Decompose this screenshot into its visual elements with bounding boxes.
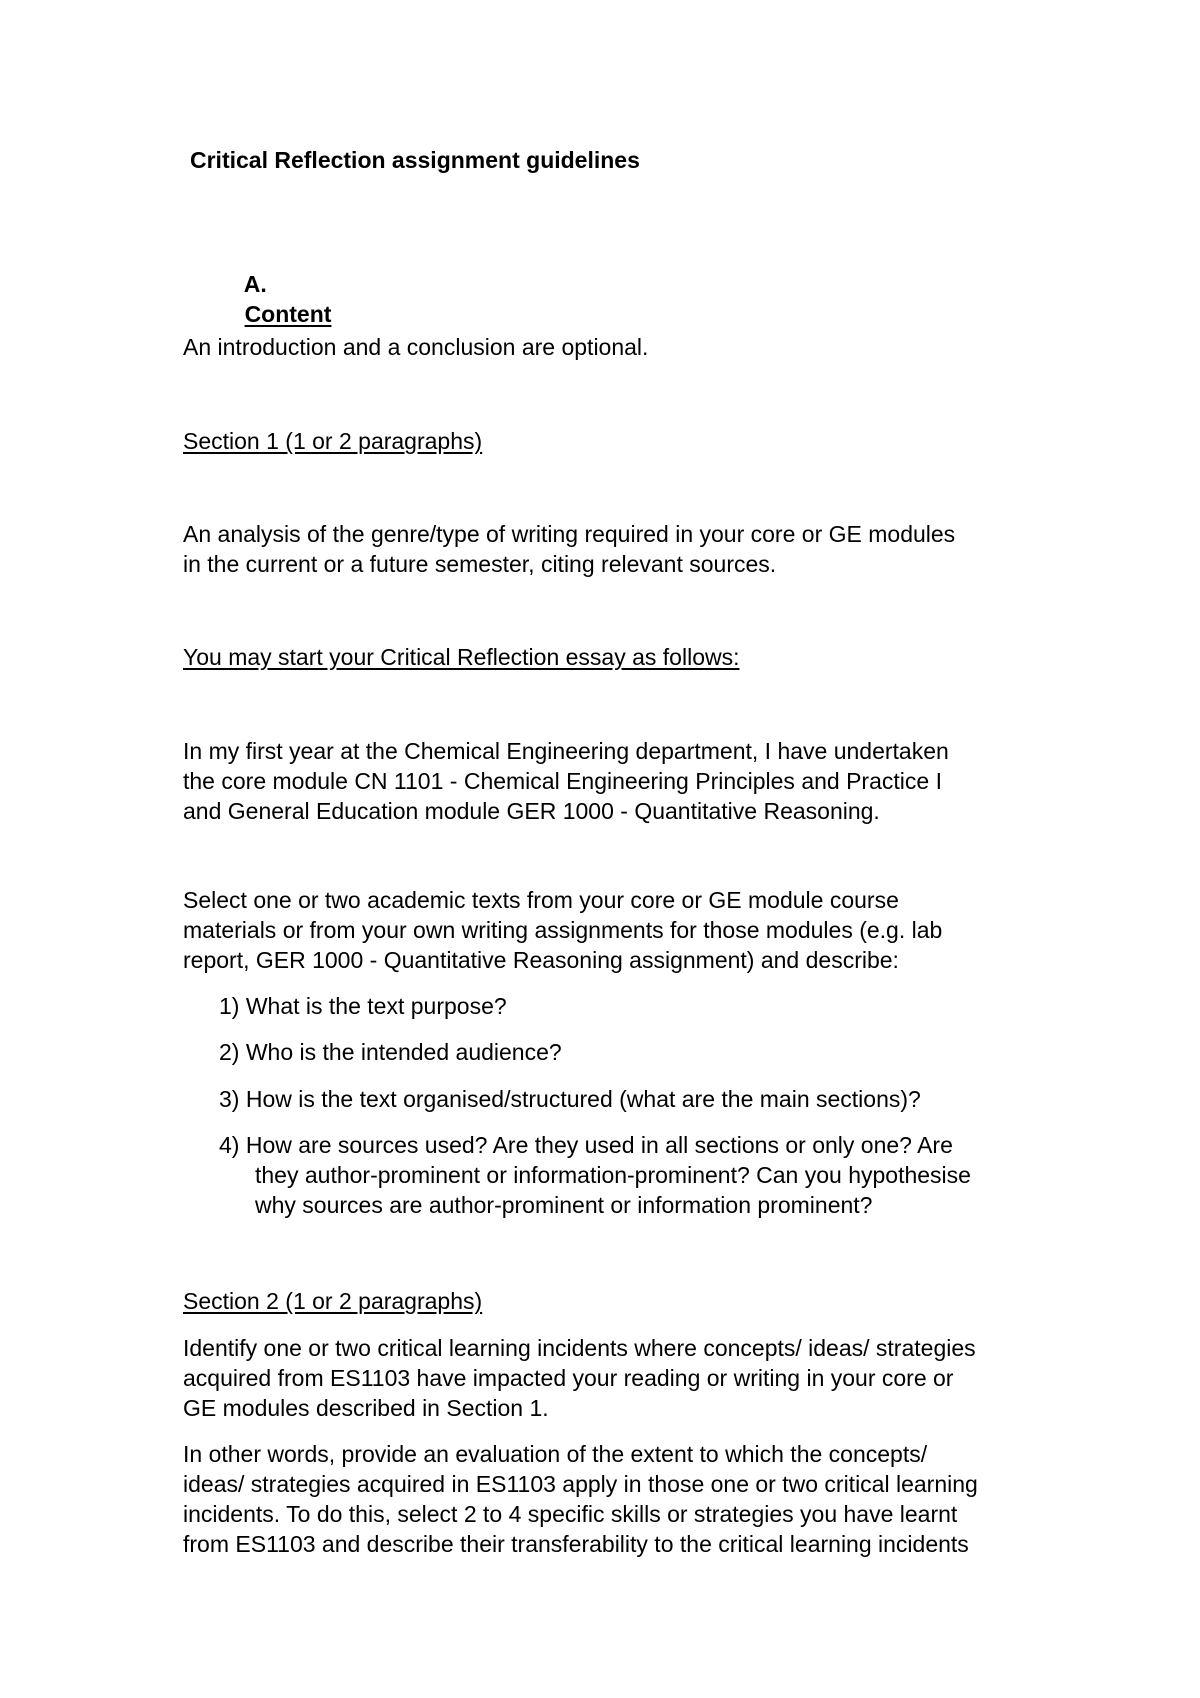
- section1-start-heading: You may start your Critical Reflection essay as follows:: [183, 644, 740, 670]
- question-4-continuation: [255, 1160, 971, 1220]
- section2-paragraph-1-line: Identify one or two critical learning incidents where concepts/ ideas/ strategies: [183, 1335, 976, 1361]
- section1-example-line: the core module CN 1101 - Chemical Engineering Principles and Practice I: [183, 768, 942, 794]
- heading-a-label: Content: [244, 301, 332, 327]
- section1-select-line: Select one or two academic texts from your core or GE module course: [183, 887, 899, 913]
- question-1: 1) What is the text purpose?: [219, 993, 507, 1019]
- section2-paragraph-2-line: from ES1103 and describe their transferability to the critical learning incidents: [183, 1531, 969, 1557]
- intro-note: An introduction and a conclusion are optional.: [183, 334, 649, 360]
- question-3: 3) How is the text organised/structured (what are the main sections)?: [219, 1086, 921, 1112]
- question-2: 2) Who is the intended audience?: [219, 1039, 562, 1065]
- section1-heading: Section 1 (1 or 2 paragraphs): [183, 428, 483, 454]
- section1-description: [183, 519, 955, 579]
- section2-paragraph-2-line: In other words, provide an evaluation of the extent to which the concepts/: [183, 1441, 928, 1467]
- document-title: Critical Reflection assignment guidelines: [190, 147, 640, 173]
- section1-select-line: report, GER 1000 - Quantitative Reasoning assignment) and describe:: [183, 947, 899, 973]
- section2-paragraph-1-line: acquired from ES1103 have impacted your reading or writing in your core or: [183, 1365, 954, 1391]
- section1-select-line: materials or from your own writing assignments for those modules (e.g. lab: [183, 917, 943, 943]
- section1-description-line: in the current or a future semester, citing relevant sources.: [183, 551, 777, 577]
- section2-paragraph-2-line: ideas/ strategies acquired in ES1103 apply in those one or two critical learning: [183, 1471, 978, 1497]
- section1-description-line: An analysis of the genre/type of writing required in your core or GE modules: [183, 521, 956, 547]
- section1-select-instructions: [183, 885, 942, 975]
- section2-paragraph-1-line: GE modules described in Section 1.: [183, 1395, 549, 1421]
- question-4: 4) How are sources used? Are they used in all sections or only one? Are: [219, 1132, 953, 1158]
- heading-a-number: A.: [243, 271, 267, 297]
- question-4-continuation-line: why sources are author-prominent or information prominent?: [255, 1192, 873, 1218]
- section2-paragraph-1: [183, 1333, 976, 1423]
- section2-paragraph-2: [183, 1439, 978, 1559]
- question-4-continuation-line: they author-prominent or information-prominent? Can you hypothesise: [255, 1162, 971, 1188]
- section2-paragraph-2-line: incidents. To do this, select 2 to 4 specific skills or strategies you have learnt: [183, 1501, 958, 1527]
- section1-example-line: In my first year at the Chemical Engineering department, I have undertaken: [183, 738, 949, 764]
- section1-example-line: and General Education module GER 1000 - Quantitative Reasoning.: [183, 798, 880, 824]
- section2-heading: Section 2 (1 or 2 paragraphs): [183, 1288, 483, 1314]
- section1-example: [183, 736, 949, 826]
